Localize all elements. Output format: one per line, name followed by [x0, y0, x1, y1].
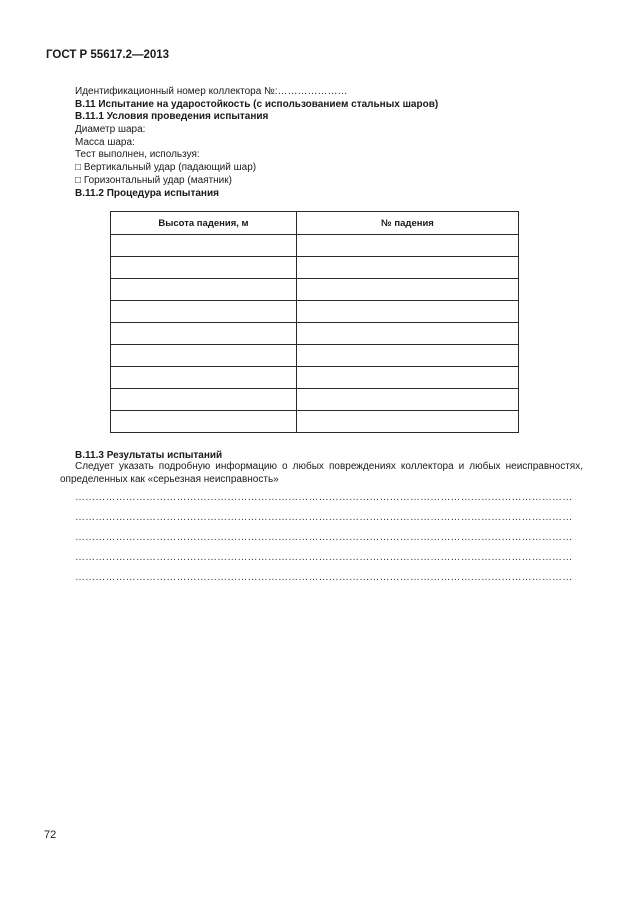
drop-test-table [110, 211, 519, 433]
document-code: ГОСТ Р 55617.2—2013 [46, 49, 170, 61]
header-drop-number: № падения [297, 212, 519, 235]
option-vertical-impact: □ Вертикальный удар (падающий шар) [75, 162, 257, 173]
drop-number-cell [297, 411, 519, 433]
drop-number-cell [297, 279, 519, 301]
result-entry-line: ………………………………………………………………………………………………………………………………… [75, 512, 573, 523]
conditions-title: B.11.1 Условия проведения испытания [75, 111, 269, 122]
table-row [111, 367, 519, 389]
table-row [111, 301, 519, 323]
drop-number-cell [297, 301, 519, 323]
drop-height-cell [111, 411, 297, 433]
drop-height-cell [111, 389, 297, 411]
section-title: B.11 Испытание на ударостойкость (с использованием стальных шаров) [75, 99, 439, 110]
drop-number-cell [297, 389, 519, 411]
table-row [111, 257, 519, 279]
results-title: B.11.3 Результаты испытаний [75, 450, 223, 461]
option-horizontal-impact: □ Горизонтальный удар (маятник) [75, 175, 232, 186]
table-row [111, 389, 519, 411]
table-header-row [111, 212, 519, 235]
drop-height-cell [111, 367, 297, 389]
results-instructions: Следует указать подробную информацию о любых повреждениях коллектора и любых неисправностях, определенных как «серьезная неисправность» [60, 461, 583, 485]
drop-number-cell [297, 257, 519, 279]
result-entry-line: ………………………………………………………………………………………………………………………………… [75, 552, 573, 563]
drop-number-cell [297, 345, 519, 367]
drop-height-cell [111, 323, 297, 345]
drop-number-cell [297, 235, 519, 257]
drop-number-cell [297, 323, 519, 345]
ball-mass-label: Масса шара: [75, 137, 135, 148]
ball-diameter-label: Диаметр шара: [75, 124, 146, 135]
drop-height-cell [111, 301, 297, 323]
drop-number-cell [297, 367, 519, 389]
result-entry-line: ………………………………………………………………………………………………………………………………… [75, 532, 573, 543]
procedure-title: B.11.2 Процедура испытания [75, 188, 219, 199]
test-performed-label: Тест выполнен, используя: [75, 149, 200, 160]
header-drop-height: Высота падения, м [111, 212, 297, 235]
table-row [111, 235, 519, 257]
drop-height-cell [111, 345, 297, 367]
drop-height-cell [111, 279, 297, 301]
collector-id-line: Идентификационный номер коллектора №:………………… [75, 86, 348, 97]
page-number: 72 [44, 829, 57, 841]
table-row [111, 323, 519, 345]
table-row [111, 279, 519, 301]
drop-height-cell [111, 257, 297, 279]
table-row [111, 345, 519, 367]
drop-height-cell [111, 235, 297, 257]
table-row [111, 411, 519, 433]
result-entry-line: ………………………………………………………………………………………………………………………………… [75, 572, 573, 583]
result-entry-line: ………………………………………………………………………………………………………………………………… [75, 492, 573, 503]
